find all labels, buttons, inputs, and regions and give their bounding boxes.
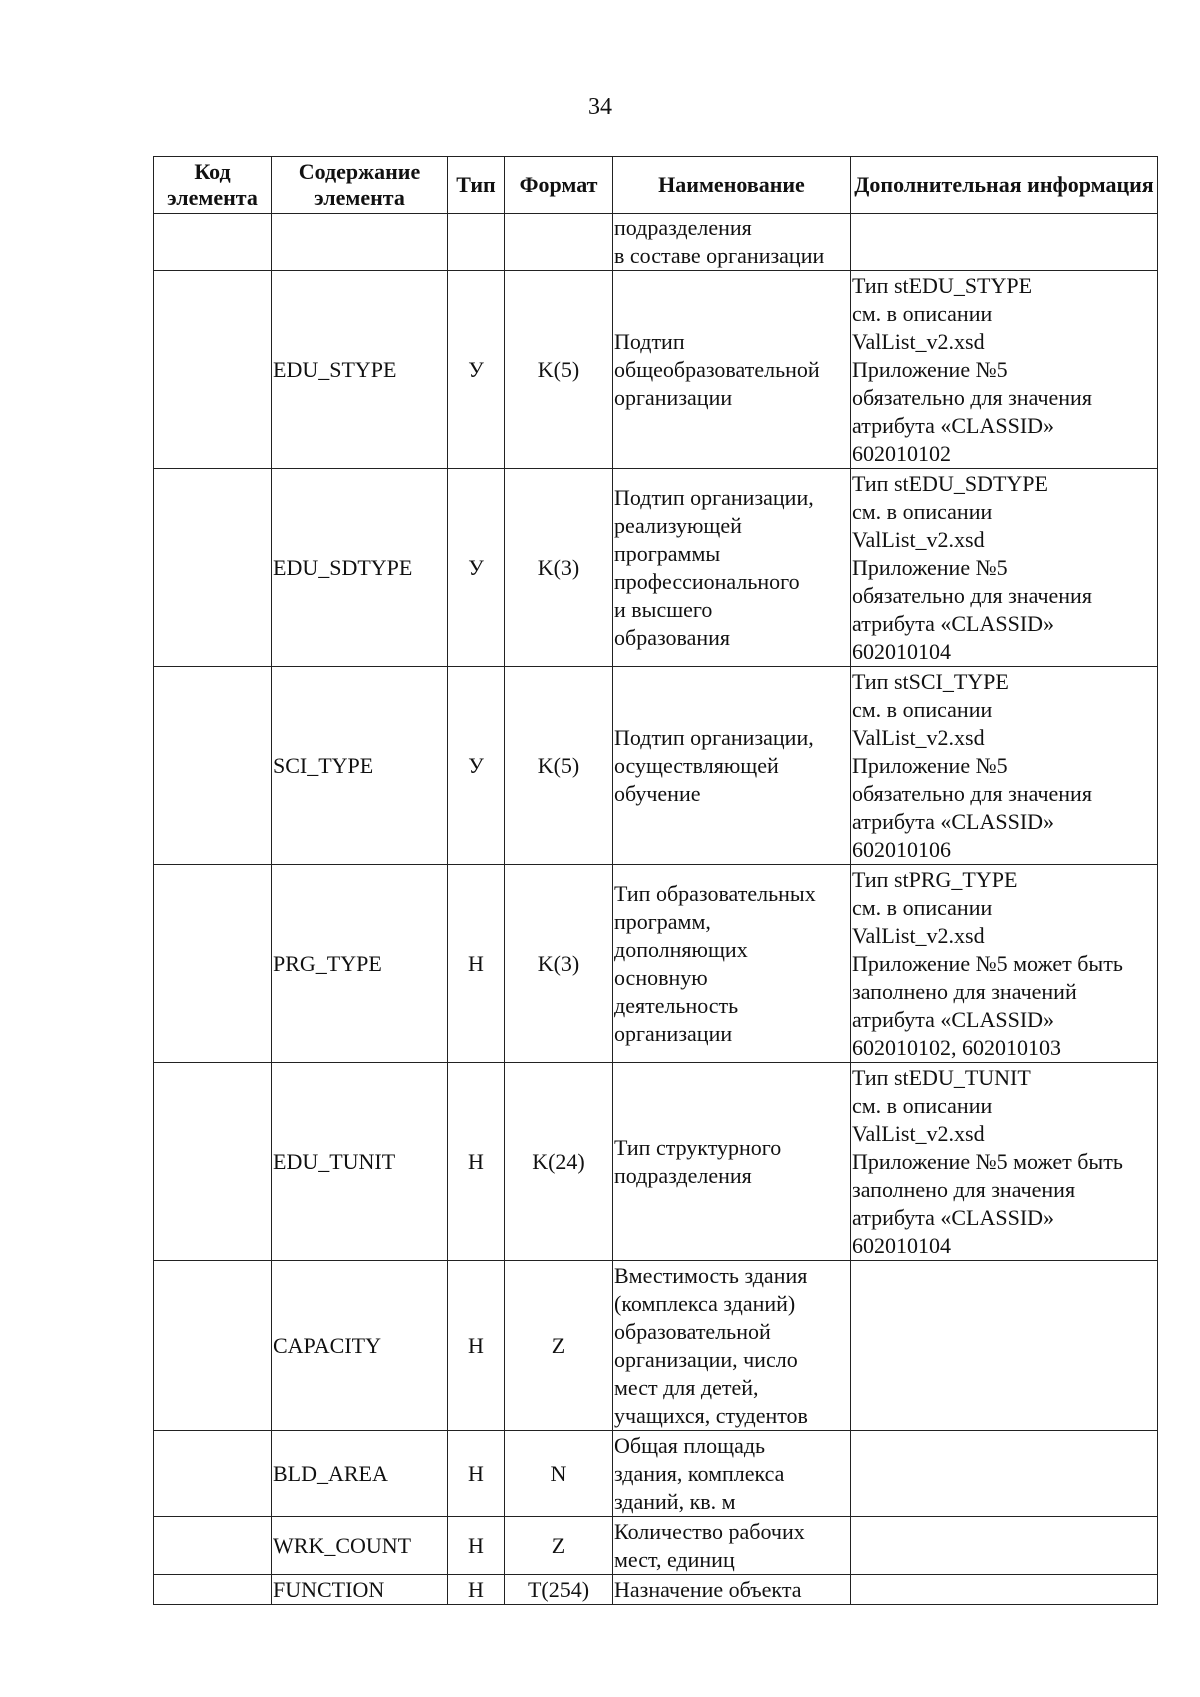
table-row: [154, 1063, 1158, 1261]
cell-info: [851, 1261, 1158, 1431]
element-spec-table: [153, 156, 1158, 1605]
cell-code: [154, 1431, 272, 1517]
table-row: [154, 214, 1158, 271]
cell-type: Н: [448, 1517, 505, 1575]
cell-content: WRK_COUNT: [272, 1517, 448, 1575]
cell-name: Подтип организации, осуществляющей обучение: [613, 667, 851, 865]
cell-name: Тип структурного подразделения: [613, 1063, 851, 1261]
cell-format: K(5): [505, 667, 613, 865]
cell-type: Н: [448, 1063, 505, 1261]
cell-name: Подтип общеобразовательной организации: [613, 271, 851, 469]
cell-type: Н: [448, 1261, 505, 1431]
table-row: [154, 1575, 1158, 1605]
cell-code: [154, 469, 272, 667]
cell-code: [154, 1063, 272, 1261]
cell-name: Вместимость здания (комплекса зданий) образовательной организации, число мест для детей, учащихся, студентов: [613, 1261, 851, 1431]
table-row: [154, 1431, 1158, 1517]
cell-format: K(3): [505, 469, 613, 667]
table-row: [154, 1517, 1158, 1575]
table-row: [154, 865, 1158, 1063]
cell-type: [448, 214, 505, 271]
page-number: 34: [588, 94, 612, 120]
col-header-content: Содержание элемента: [272, 157, 448, 214]
cell-type: Н: [448, 865, 505, 1063]
cell-content: SCI_TYPE: [272, 667, 448, 865]
cell-code: [154, 667, 272, 865]
cell-type: У: [448, 469, 505, 667]
cell-code: [154, 1517, 272, 1575]
col-header-info: Дополнительная информация: [851, 157, 1158, 214]
cell-format: K(3): [505, 865, 613, 1063]
cell-format: Z: [505, 1261, 613, 1431]
cell-name: Подтип организации, реализующей программы профессионального и высшего образования: [613, 469, 851, 667]
cell-format: N: [505, 1431, 613, 1517]
col-header-name: Наименование: [613, 157, 851, 214]
cell-code: [154, 214, 272, 271]
cell-content: CAPACITY: [272, 1261, 448, 1431]
cell-format: T(254): [505, 1575, 613, 1605]
cell-name: Тип образовательных программ, дополняющих основную деятельность организации: [613, 865, 851, 1063]
cell-info: Тип stEDU_TUNIT см. в описании ValList_v2.xsd Приложение №5 может быть заполнено для значения атрибута «CLASSID» 602010104: [851, 1063, 1158, 1261]
table-row: [154, 271, 1158, 469]
cell-type: Н: [448, 1431, 505, 1517]
cell-type: У: [448, 271, 505, 469]
cell-content: FUNCTION: [272, 1575, 448, 1605]
cell-code: [154, 865, 272, 1063]
table-header-row: [154, 157, 1158, 214]
cell-content: BLD_AREA: [272, 1431, 448, 1517]
cell-info: [851, 1431, 1158, 1517]
cell-format: [505, 214, 613, 271]
cell-format: Z: [505, 1517, 613, 1575]
table-row: [154, 667, 1158, 865]
cell-format: K(5): [505, 271, 613, 469]
cell-content: EDU_STYPE: [272, 271, 448, 469]
cell-code: [154, 1261, 272, 1431]
cell-info: Тип stPRG_TYPE см. в описании ValList_v2.xsd Приложение №5 может быть заполнено для значений атрибута «CLASSID» 602010102, 602010103: [851, 865, 1158, 1063]
col-header-code: Код элемента: [154, 157, 272, 214]
cell-type: Н: [448, 1575, 505, 1605]
cell-content: EDU_TUNIT: [272, 1063, 448, 1261]
cell-name: Общая площадь здания, комплекса зданий, кв. м: [613, 1431, 851, 1517]
cell-info: [851, 214, 1158, 271]
table-row: [154, 1261, 1158, 1431]
cell-type: У: [448, 667, 505, 865]
cell-format: K(24): [505, 1063, 613, 1261]
cell-info: Тип stEDU_STYPE см. в описании ValList_v2.xsd Приложение №5 обязательно для значения атрибута «CLASSID» 602010102: [851, 271, 1158, 469]
cell-content: EDU_SDTYPE: [272, 469, 448, 667]
cell-code: [154, 271, 272, 469]
cell-name: Назначение объекта: [613, 1575, 851, 1605]
cell-info: Тип stSCI_TYPE см. в описании ValList_v2.xsd Приложение №5 обязательно для значения атрибута «CLASSID» 602010106: [851, 667, 1158, 865]
cell-name: подразделения в составе организации: [613, 214, 851, 271]
col-header-type: Тип: [448, 157, 505, 214]
col-header-format: Формат: [505, 157, 613, 214]
cell-content: PRG_TYPE: [272, 865, 448, 1063]
cell-content: [272, 214, 448, 271]
table-row: [154, 469, 1158, 667]
cell-info: [851, 1575, 1158, 1605]
cell-name: Количество рабочих мест, единиц: [613, 1517, 851, 1575]
cell-info: Тип stEDU_SDTYPE см. в описании ValList_v2.xsd Приложение №5 обязательно для значения атрибута «CLASSID» 602010104: [851, 469, 1158, 667]
cell-code: [154, 1575, 272, 1605]
cell-info: [851, 1517, 1158, 1575]
